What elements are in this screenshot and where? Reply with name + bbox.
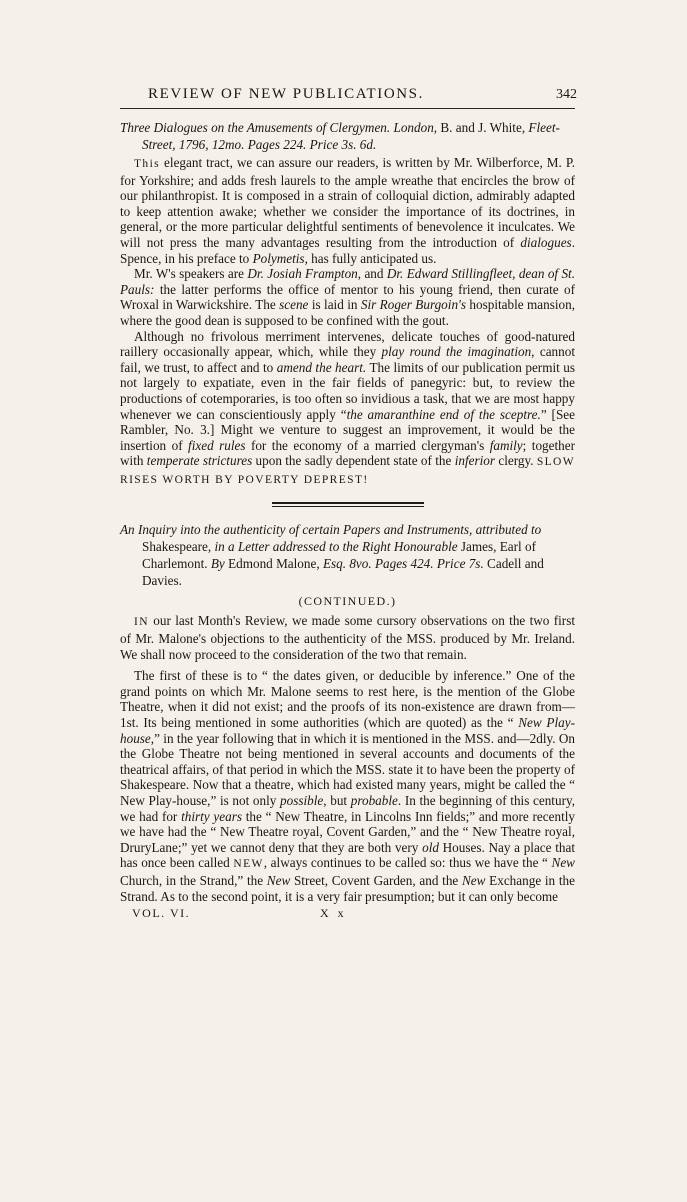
- review-1-paragraph-1: This elegant tract, we can assure our readers, is written by Mr. Wilberforce, M. P. for Yorkshire; and adds fresh laurels to the ample wreathe that encircles the brow of our philanthropist. It is composed in a strain of colloquial diction, admirably adapted to keep attention awake; whether we consider the importance of its doctrines, in general, or the more particular delightful sentiments of benevolence it inculcates. We will not press the many advantages resulting from the introduction of dialogues. Spence, in his preface to Polymetis, has fully anticipated us.: [120, 155, 575, 266]
- review-1-paragraph-2: Mr. W's speakers are Dr. Josiah Frampton, and Dr. Edward Stillingfleet, dean of St. Pauls: the latter performs the office of mentor to his young friend, then curate of Wroxal in Warwickshire. The scene is laid in Sir Roger Burgoin's hospitable mansion, where the good dean is supposed to be confined with the gout.: [120, 266, 575, 328]
- double-rule: [272, 502, 424, 507]
- text-column: [120, 119, 575, 922]
- review-1-paragraph-3: Although no frivolous merriment intervenes, delicate touches of good-natured raillery occasionally appear, which, while they play round the imagination, cannot fail, we trust, to affect and to amend the heart. The limits of our publication permit us not largely to expatiate, even in the fair fields of panegyric: but, to review the productions of cotemporaries, is too often so invidious a task, that we are most happy whenever we can conscientiously apply “the amaranthine end of the sceptre.” [See Rambler, No. 3.] Might we venture to suggest an improvement, it would be the insertion of fixed rules for the economy of a married clergyman's family; together with temperate strictures upon the sadly dependent state of the inferior clergy. SLOW RISES WORTH BY POVERTY DEPREST!: [120, 328, 576, 486]
- page-footer: [120, 906, 575, 922]
- volume-label: VOL. VI.: [132, 906, 191, 921]
- running-head: REVIEW OF NEW PUBLICATIONS.: [148, 86, 424, 102]
- review-2-paragraph-2: The first of these is to “ the dates given, or deducible by inference.” One of the grand points on which Mr. Malone seems to rest here, is the mention of the Globe Theatre, when it did not exist; and the proofs of its non-existence are drawn from—1st. Its being mentioned in some authorities (which are quoted) as the “ New Play-house,” in the year following that in which it is mentioned in the MSS. and—2dly. On the Globe Theatre not being mentioned in several accounts and documents of the theatrical affairs, of that period in which the MSS. state it to have been the property of Shakespeare. Now that a theatre, which had existed many years, might be called the “ New Play-house,” is not only possible, but probable. In the beginning of this century, we had for thirty years the “ New Theatre, in Lincolns Inn fields;” and more recently we have had the “ New Theatre royal, Covent Garden,” and the “ New Theatre royal, DruryLane;” yet we cannot deny that they are both very old Houses. Nay a place that has once been called NEW, always continues to be called so: thus we have the “ New Church, in the Strand,” the New Street, Covent Garden, and the New Exchange in the Strand. As to the second point, it is a very fair presumption; but it can only become: [120, 668, 576, 904]
- signature-mark: X x: [320, 906, 347, 921]
- page-number: 342: [556, 87, 577, 102]
- review-2-title: An Inquiry into the authenticity of certain Papers and Instruments, attributed to Shakespeare, in a Letter addressed to the Right Honourable James, Earl of Charlemont. By Edmond Malone, Esq. 8vo. Pages 424. Price 7s. Cadell and Davies.: [120, 522, 544, 589]
- section-divider: [120, 488, 575, 521]
- page-header: [120, 86, 575, 109]
- continued-label: (CONTINUED.): [298, 594, 397, 609]
- review-1-title: Three Dialogues on the Amusements of Clergymen. London, B. and J. White, Fleet-Street, 1796, 12mo. Pages 224. Price 3s. 6d.: [120, 120, 560, 152]
- review-2-paragraph-1: IN our last Month's Review, we made some cursory observations on the two first of Mr. Malone's objections to the authenticity of the MSS. produced by Mr. Ireland. We shall now proceed to the consideration of the two that remain.: [120, 613, 575, 662]
- closing-quote: SLOW RISES WORTH BY POVERTY DEPREST!: [120, 456, 576, 486]
